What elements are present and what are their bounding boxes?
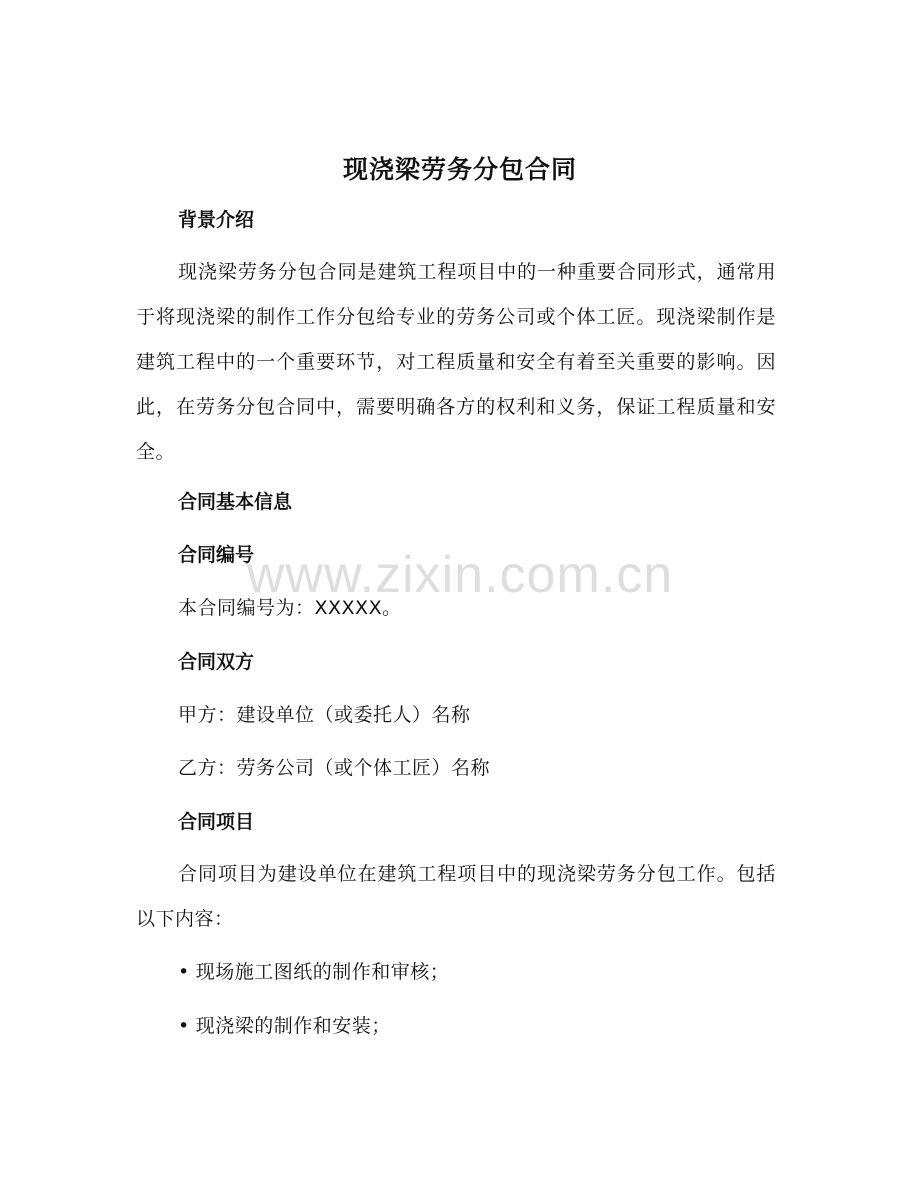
section-heading-project: 合同项目 [178, 811, 255, 833]
party-a-text: 甲方：建设单位（或委托人）名称 [178, 704, 471, 726]
list-item [178, 957, 449, 987]
list-item-text: 现浇梁的制作和安装； [195, 1015, 391, 1037]
watermark: www.zixin.com.cn [246, 546, 674, 604]
section-heading-parties: 合同双方 [178, 651, 255, 673]
section-heading-contract-number: 合同编号 [178, 544, 255, 566]
section-heading-background: 背景介绍 [178, 209, 255, 231]
background-paragraph: 现浇梁劳务分包合同是建筑工程项目中的一种重要合同形式，通常用于将现浇梁的制作工作分包给专业的劳务公司或个体工匠。现浇梁制作是建筑工程中的一个重要环节，对工程质量和安全有着至关重要的影响。因此，在劳务分包合同中，需要明确各方的权利和义务，保证工程质量和安全。 [136, 261, 776, 463]
list-item [178, 1011, 391, 1041]
project-paragraph: 合同项目为建设单位在建筑工程项目中的现浇梁劳务分包工作。包括以下内容： [136, 863, 776, 930]
section-heading-basic-info: 合同基本信息 [178, 491, 293, 513]
contract-number-text: 本合同编号为：XXXXX。 [178, 597, 402, 619]
bullet-icon: • [178, 1015, 190, 1037]
document-title: 现浇梁劳务分包合同 [342, 155, 577, 184]
list-item-text: 现场施工图纸的制作和审核； [195, 961, 450, 983]
bullet-icon: • [178, 961, 190, 983]
party-b-text: 乙方：劳务公司（或个体工匠）名称 [178, 757, 491, 779]
